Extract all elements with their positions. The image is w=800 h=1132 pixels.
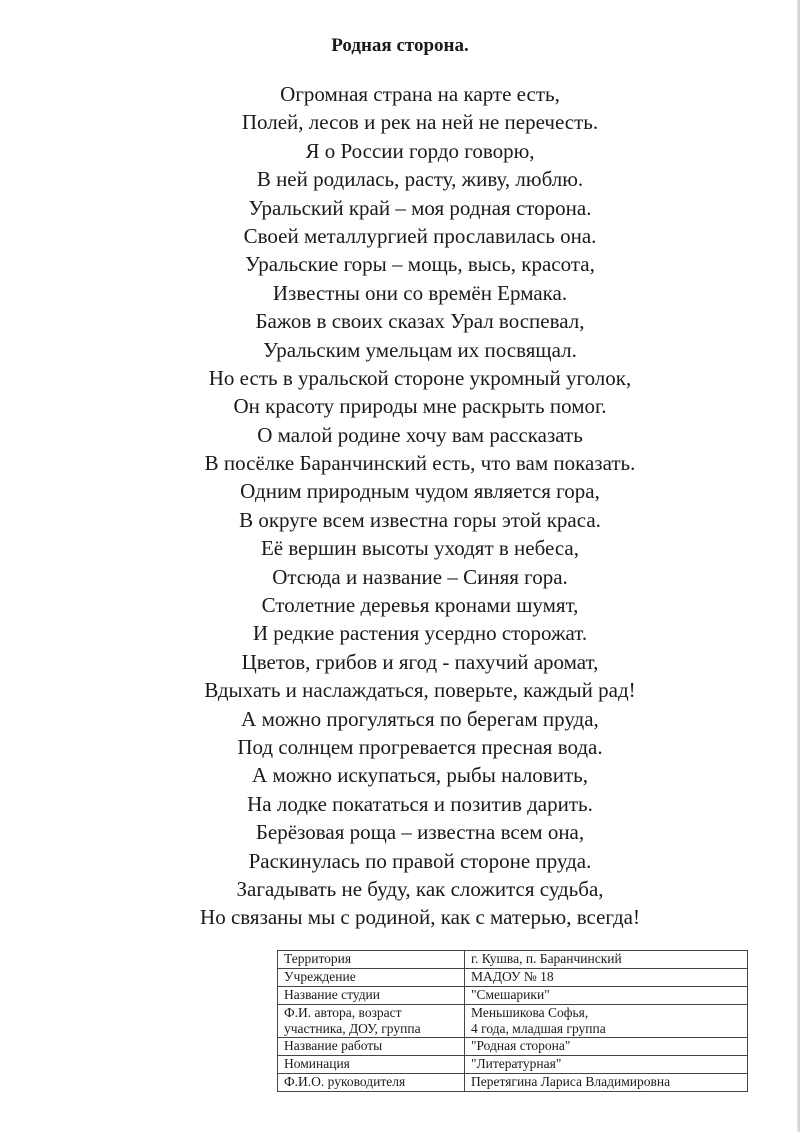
poem-line: Её вершин высоты уходят в небеса, <box>260 536 579 561</box>
info-row <box>278 1038 748 1056</box>
poem-line: Он красоту природы мне раскрыть помог. <box>233 394 607 419</box>
info-label-text: Учреждение <box>284 969 356 984</box>
info-value-cell <box>465 1038 748 1056</box>
info-value-text: "Смешарики" <box>471 987 550 1002</box>
poem-line: О малой родине хочу вам рассказать <box>257 422 583 447</box>
poem-body <box>0 80 800 932</box>
info-table <box>277 950 748 1092</box>
info-value-cell <box>465 1074 748 1092</box>
info-value-cell <box>465 1005 748 1038</box>
poem-line: Известны они со времён Ермака. <box>272 280 568 305</box>
info-value-text: 4 года, младшая группа <box>471 1021 606 1036</box>
poem-line: Под солнцем прогревается пресная вода. <box>237 734 603 759</box>
poem-line: Своей металлургией прославилась она. <box>243 223 597 248</box>
info-label-text: участника, ДОУ, группа <box>284 1021 421 1036</box>
poem-line: В посёлке Баранчинский есть, что вам показать. <box>204 451 636 476</box>
info-value-text: МАДОУ № 18 <box>471 969 554 984</box>
info-row <box>278 951 748 969</box>
info-value-text: Меньшикова Софья, <box>471 1005 589 1020</box>
info-label-text: Ф.И.О. руководителя <box>284 1074 406 1089</box>
poem-line: А можно искупаться, рыбы наловить, <box>252 763 588 788</box>
info-label-cell <box>278 1074 465 1092</box>
poem-line: Уральские горы – мощь, высь, красота, <box>245 252 595 277</box>
info-row <box>278 1074 748 1092</box>
info-value-cell <box>465 1056 748 1074</box>
info-label-cell <box>278 1056 465 1074</box>
info-value-text: Перетягина Лариса Владимировна <box>471 1074 671 1089</box>
poem-line: Но связаны мы с родиной, как с матерью, всегда! <box>200 905 640 930</box>
poem-line: В ней родилась, расту, живу, люблю. <box>256 167 584 192</box>
poem-line: В округе всем известна горы этой краса. <box>239 507 601 532</box>
info-row <box>278 987 748 1005</box>
info-label-cell <box>278 1005 465 1038</box>
info-row <box>278 1005 748 1038</box>
poem-line: И редкие растения усердно сторожат. <box>252 621 588 646</box>
poem-line: Столетние деревья кронами шумят, <box>261 593 579 618</box>
poem-line: Уральским умельцам их посвящал. <box>263 337 577 362</box>
poem-line: На лодке покататься и позитив дарить. <box>247 791 593 816</box>
info-label-cell <box>278 987 465 1005</box>
info-label-cell <box>278 969 465 987</box>
poem-line: Одним природным чудом является гора, <box>240 479 600 504</box>
poem-line: Бажов в своих сказах Урал воспевал, <box>255 309 585 334</box>
info-value-cell <box>465 969 748 987</box>
info-label-text: Территория <box>284 951 352 966</box>
poem-line: Загадывать не буду, как сложится судьба, <box>236 876 604 901</box>
info-value-text: "Литературная" <box>471 1056 562 1071</box>
poem-line: Уральский край – моя родная сторона. <box>248 195 592 220</box>
info-label-text: Номинация <box>284 1056 350 1071</box>
info-label-text: Ф.И. автора, возраст <box>284 1005 402 1020</box>
poem-line: Но есть в уральской стороне укромный уголок, <box>208 365 632 390</box>
info-label-text: Название работы <box>284 1038 383 1053</box>
info-value-cell <box>465 987 748 1005</box>
poem-line: Огромная страна на карте есть, <box>280 82 560 106</box>
poem-line: Я о России гордо говорю, <box>305 138 535 163</box>
info-label-cell <box>278 1038 465 1056</box>
info-label-cell <box>278 951 465 969</box>
poem-title: Родная сторона. <box>331 35 469 56</box>
poem-line: Раскинулась по правой стороне пруда. <box>248 848 592 873</box>
info-value-cell <box>465 951 748 969</box>
info-value-text: "Родная сторона" <box>471 1038 571 1053</box>
info-value-text: г. Кушва, п. Баранчинский <box>471 951 622 966</box>
info-row <box>278 1056 748 1074</box>
poem-line: Отсюда и название – Синяя гора. <box>272 564 568 589</box>
info-label-text: Название студии <box>284 987 381 1002</box>
poem-line: А можно прогуляться по берегам пруда, <box>241 706 599 731</box>
info-row <box>278 969 748 987</box>
poem-line: Полей, лесов и рек на ней не перечесть. <box>241 110 599 135</box>
poem-line: Берёзовая роща – известна всем она, <box>255 820 585 845</box>
poem-line: Вдыхать и наслаждаться, поверьте, каждый рад! <box>204 678 636 703</box>
poem-line: Цветов, грибов и ягод - пахучий аромат, <box>241 649 599 674</box>
